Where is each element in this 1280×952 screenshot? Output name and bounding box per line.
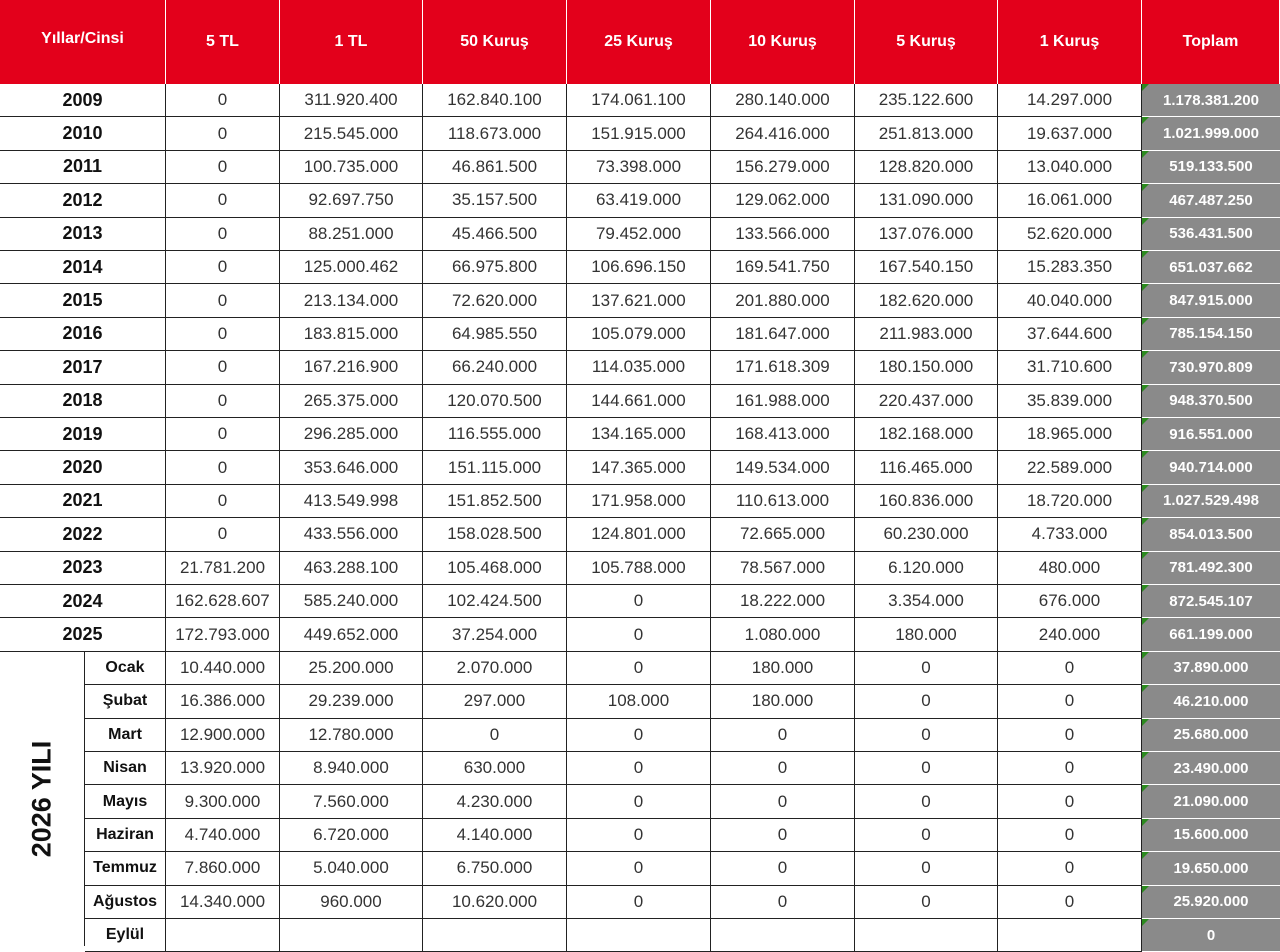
table-cell: 0 — [166, 518, 280, 551]
table-cell: 0 — [166, 184, 280, 217]
total-cell: 1.178.381.200 — [1142, 84, 1280, 117]
table-cell: 124.801.000 — [567, 518, 711, 551]
table-cell: 29.239.000 — [280, 685, 423, 718]
month-label: Ağustos — [85, 886, 166, 919]
table-cell: 0 — [567, 819, 711, 852]
total-cell: 519.133.500 — [1142, 151, 1280, 184]
table-cell: 120.070.500 — [423, 385, 567, 418]
table-cell: 0 — [423, 719, 567, 752]
table-cell: 7.560.000 — [280, 785, 423, 818]
table-cell: 137.621.000 — [567, 284, 711, 317]
table-cell: 100.735.000 — [280, 151, 423, 184]
table-cell: 131.090.000 — [855, 184, 998, 217]
table-cell: 1.080.000 — [711, 618, 855, 651]
table-cell: 156.279.000 — [711, 151, 855, 184]
month-label: Temmuz — [85, 852, 166, 885]
total-cell: 23.490.000 — [1142, 752, 1280, 785]
table-cell: 18.222.000 — [711, 585, 855, 618]
table-cell: 151.115.000 — [423, 451, 567, 484]
table-cell: 60.230.000 — [855, 518, 998, 551]
header-6: 5 Kuruş — [855, 0, 998, 84]
table-cell: 73.398.000 — [567, 151, 711, 184]
table-cell: 0 — [711, 785, 855, 818]
total-cell: 19.650.000 — [1142, 852, 1280, 885]
table-cell: 174.061.100 — [567, 84, 711, 117]
total-cell: 661.199.000 — [1142, 618, 1280, 651]
table-cell: 16.386.000 — [166, 685, 280, 718]
table-cell: 18.965.000 — [998, 418, 1142, 451]
table-cell: 0 — [166, 151, 280, 184]
table-cell: 0 — [567, 785, 711, 818]
total-cell: 0 — [1142, 919, 1280, 952]
table-cell: 129.062.000 — [711, 184, 855, 217]
header-8: Toplam — [1142, 0, 1280, 84]
table-cell: 169.541.750 — [711, 251, 855, 284]
total-cell: 781.492.300 — [1142, 552, 1280, 585]
table-cell: 296.285.000 — [280, 418, 423, 451]
table-cell: 240.000 — [998, 618, 1142, 651]
table-cell: 0 — [166, 84, 280, 117]
table-cell: 14.297.000 — [998, 84, 1142, 117]
total-cell: 46.210.000 — [1142, 685, 1280, 718]
table-cell: 0 — [166, 318, 280, 351]
table-cell: 21.781.200 — [166, 552, 280, 585]
table-cell: 105.788.000 — [567, 552, 711, 585]
table-cell: 235.122.600 — [855, 84, 998, 117]
table-cell: 182.168.000 — [855, 418, 998, 451]
table-cell: 0 — [855, 785, 998, 818]
table-cell: 133.566.000 — [711, 218, 855, 251]
table-cell: 4.140.000 — [423, 819, 567, 852]
table-cell: 180.000 — [711, 685, 855, 718]
table-cell: 171.618.309 — [711, 351, 855, 384]
table-cell: 280.140.000 — [711, 84, 855, 117]
table-cell: 6.720.000 — [280, 819, 423, 852]
table-cell — [711, 919, 855, 952]
table-cell: 167.540.150 — [855, 251, 998, 284]
table-cell: 4.733.000 — [998, 518, 1142, 551]
table-cell: 13.040.000 — [998, 151, 1142, 184]
table-cell: 0 — [855, 886, 998, 919]
table-cell: 168.413.000 — [711, 418, 855, 451]
year-2026-label: 2026 YILI — [26, 740, 57, 858]
table-cell: 160.836.000 — [855, 485, 998, 518]
total-cell: 916.551.000 — [1142, 418, 1280, 451]
table-cell: 19.637.000 — [998, 117, 1142, 150]
month-label: Şubat — [85, 685, 166, 718]
table-cell: 353.646.000 — [280, 451, 423, 484]
table-cell — [567, 919, 711, 952]
table-cell: 449.652.000 — [280, 618, 423, 651]
table-cell: 105.079.000 — [567, 318, 711, 351]
year-label: 2010 — [0, 117, 166, 150]
table-cell: 0 — [567, 886, 711, 919]
table-cell: 220.437.000 — [855, 385, 998, 418]
table-cell: 22.589.000 — [998, 451, 1142, 484]
year-label: 2017 — [0, 351, 166, 384]
table-cell: 110.613.000 — [711, 485, 855, 518]
table-cell: 180.150.000 — [855, 351, 998, 384]
month-label: Mayıs — [85, 785, 166, 818]
table-cell: 413.549.998 — [280, 485, 423, 518]
table-cell: 162.840.100 — [423, 84, 567, 117]
table-cell: 88.251.000 — [280, 218, 423, 251]
table-cell: 125.000.462 — [280, 251, 423, 284]
table-cell: 18.720.000 — [998, 485, 1142, 518]
table-cell: 118.673.000 — [423, 117, 567, 150]
table-cell: 0 — [711, 852, 855, 885]
table-cell: 37.254.000 — [423, 618, 567, 651]
total-cell: 15.600.000 — [1142, 819, 1280, 852]
table-cell: 630.000 — [423, 752, 567, 785]
table-cell: 147.365.000 — [567, 451, 711, 484]
table-cell: 45.466.500 — [423, 218, 567, 251]
table-cell: 116.555.000 — [423, 418, 567, 451]
year-label: 2013 — [0, 218, 166, 251]
table-cell: 108.000 — [567, 685, 711, 718]
table-cell: 10.620.000 — [423, 886, 567, 919]
table-cell: 0 — [711, 752, 855, 785]
table-cell: 0 — [567, 652, 711, 685]
table-cell: 12.780.000 — [280, 719, 423, 752]
table-cell: 63.419.000 — [567, 184, 711, 217]
year-label: 2019 — [0, 418, 166, 451]
table-cell: 106.696.150 — [567, 251, 711, 284]
table-cell: 0 — [166, 218, 280, 251]
table-cell: 46.861.500 — [423, 151, 567, 184]
total-cell: 21.090.000 — [1142, 785, 1280, 818]
table-cell: 4.230.000 — [423, 785, 567, 818]
table-cell: 0 — [166, 251, 280, 284]
month-label: Haziran — [85, 819, 166, 852]
table-cell: 0 — [166, 485, 280, 518]
table-cell: 6.750.000 — [423, 852, 567, 885]
table-cell: 0 — [166, 117, 280, 150]
table-cell: 161.988.000 — [711, 385, 855, 418]
table-cell: 0 — [998, 852, 1142, 885]
table-cell: 960.000 — [280, 886, 423, 919]
table-cell: 40.040.000 — [998, 284, 1142, 317]
table-cell: 0 — [166, 418, 280, 451]
table-cell: 0 — [711, 719, 855, 752]
table-cell: 180.000 — [855, 618, 998, 651]
month-label: Mart — [85, 719, 166, 752]
table-cell: 0 — [855, 752, 998, 785]
table-cell: 25.200.000 — [280, 652, 423, 685]
year-label: 2021 — [0, 485, 166, 518]
header-0: Yıllar/Cinsi — [0, 0, 166, 84]
year-label: 2015 — [0, 284, 166, 317]
table-cell: 137.076.000 — [855, 218, 998, 251]
year-label: 2025 — [0, 618, 166, 651]
total-cell: 1.027.529.498 — [1142, 485, 1280, 518]
year-label: 2009 — [0, 84, 166, 117]
table-cell: 79.452.000 — [567, 218, 711, 251]
table-cell: 0 — [998, 819, 1142, 852]
table-cell: 7.860.000 — [166, 852, 280, 885]
table-cell: 31.710.600 — [998, 351, 1142, 384]
total-cell: 948.370.500 — [1142, 385, 1280, 418]
total-cell: 872.545.107 — [1142, 585, 1280, 618]
year-label: 2018 — [0, 385, 166, 418]
year-label: 2023 — [0, 552, 166, 585]
table-cell: 92.697.750 — [280, 184, 423, 217]
table-cell: 0 — [711, 819, 855, 852]
table-cell: 0 — [855, 819, 998, 852]
table-cell: 182.620.000 — [855, 284, 998, 317]
year-label: 2014 — [0, 251, 166, 284]
table-cell: 6.120.000 — [855, 552, 998, 585]
total-cell: 785.154.150 — [1142, 318, 1280, 351]
table-cell: 12.900.000 — [166, 719, 280, 752]
table-cell: 0 — [855, 685, 998, 718]
table-cell: 0 — [567, 852, 711, 885]
year-label: 2016 — [0, 318, 166, 351]
table-cell — [998, 919, 1142, 952]
total-cell: 1.021.999.000 — [1142, 117, 1280, 150]
table-cell: 158.028.500 — [423, 518, 567, 551]
table-cell: 37.644.600 — [998, 318, 1142, 351]
table-cell: 66.240.000 — [423, 351, 567, 384]
table-cell: 114.035.000 — [567, 351, 711, 384]
table-cell: 171.958.000 — [567, 485, 711, 518]
month-label: Ocak — [85, 652, 166, 685]
table-cell: 78.567.000 — [711, 552, 855, 585]
table-cell: 116.465.000 — [855, 451, 998, 484]
table-cell: 35.157.500 — [423, 184, 567, 217]
table-cell: 102.424.500 — [423, 585, 567, 618]
table-cell: 0 — [998, 685, 1142, 718]
total-cell: 940.714.000 — [1142, 451, 1280, 484]
header-4: 25 Kuruş — [567, 0, 711, 84]
table-cell: 211.983.000 — [855, 318, 998, 351]
table-cell: 10.440.000 — [166, 652, 280, 685]
table-cell: 265.375.000 — [280, 385, 423, 418]
table-cell: 0 — [855, 652, 998, 685]
table-cell: 128.820.000 — [855, 151, 998, 184]
table-cell: 0 — [567, 719, 711, 752]
table-cell: 183.815.000 — [280, 318, 423, 351]
header-1: 5 TL — [166, 0, 280, 84]
year-label: 2011 — [0, 151, 166, 184]
table-cell: 72.620.000 — [423, 284, 567, 317]
table-cell: 463.288.100 — [280, 552, 423, 585]
table-cell: 0 — [166, 385, 280, 418]
year-label: 2024 — [0, 585, 166, 618]
table-cell: 0 — [166, 351, 280, 384]
table-cell: 676.000 — [998, 585, 1142, 618]
table-cell: 52.620.000 — [998, 218, 1142, 251]
total-cell: 847.915.000 — [1142, 284, 1280, 317]
header-7: 1 Kuruş — [998, 0, 1142, 84]
header-5: 10 Kuruş — [711, 0, 855, 84]
table-cell — [855, 919, 998, 952]
table-cell: 0 — [998, 719, 1142, 752]
table-cell: 5.040.000 — [280, 852, 423, 885]
table-cell: 8.940.000 — [280, 752, 423, 785]
total-cell: 536.431.500 — [1142, 218, 1280, 251]
table-cell: 151.915.000 — [567, 117, 711, 150]
table-cell: 15.283.350 — [998, 251, 1142, 284]
table-cell: 297.000 — [423, 685, 567, 718]
table-cell — [423, 919, 567, 952]
table-cell: 162.628.607 — [166, 585, 280, 618]
table-cell: 0 — [166, 284, 280, 317]
total-cell: 25.920.000 — [1142, 886, 1280, 919]
table-cell: 66.975.800 — [423, 251, 567, 284]
table-cell: 151.852.500 — [423, 485, 567, 518]
table-cell: 433.556.000 — [280, 518, 423, 551]
table-cell: 0 — [998, 652, 1142, 685]
table-cell: 64.985.550 — [423, 318, 567, 351]
table-cell: 213.134.000 — [280, 284, 423, 317]
table-cell: 0 — [855, 719, 998, 752]
total-cell: 25.680.000 — [1142, 719, 1280, 752]
table-cell: 0 — [567, 585, 711, 618]
total-cell: 730.970.809 — [1142, 351, 1280, 384]
table-cell: 0 — [998, 886, 1142, 919]
table-cell: 480.000 — [998, 552, 1142, 585]
table-cell: 0 — [998, 785, 1142, 818]
table-cell: 149.534.000 — [711, 451, 855, 484]
table-cell: 311.920.400 — [280, 84, 423, 117]
table-cell: 0 — [998, 752, 1142, 785]
table-cell: 585.240.000 — [280, 585, 423, 618]
table-cell: 72.665.000 — [711, 518, 855, 551]
table-cell: 105.468.000 — [423, 552, 567, 585]
total-cell: 467.487.250 — [1142, 184, 1280, 217]
table-cell: 4.740.000 — [166, 819, 280, 852]
table-cell: 0 — [567, 752, 711, 785]
total-cell: 37.890.000 — [1142, 652, 1280, 685]
table-cell: 0 — [567, 618, 711, 651]
table-cell: 167.216.900 — [280, 351, 423, 384]
table-cell: 215.545.000 — [280, 117, 423, 150]
table-cell — [280, 919, 423, 952]
table-cell: 264.416.000 — [711, 117, 855, 150]
table-cell: 181.647.000 — [711, 318, 855, 351]
year-label: 2012 — [0, 184, 166, 217]
table-cell: 0 — [711, 886, 855, 919]
header-2: 1 TL — [280, 0, 423, 84]
table-cell: 2.070.000 — [423, 652, 567, 685]
table-cell: 201.880.000 — [711, 284, 855, 317]
table-cell: 16.061.000 — [998, 184, 1142, 217]
table-cell: 9.300.000 — [166, 785, 280, 818]
table-cell: 0 — [166, 451, 280, 484]
total-cell: 651.037.662 — [1142, 251, 1280, 284]
year-2026-group — [0, 652, 85, 946]
table-cell: 3.354.000 — [855, 585, 998, 618]
month-label: Eylül — [85, 919, 166, 952]
month-label: Nisan — [85, 752, 166, 785]
table-cell: 13.920.000 — [166, 752, 280, 785]
table-cell — [166, 919, 280, 952]
total-cell: 854.013.500 — [1142, 518, 1280, 551]
table-cell: 172.793.000 — [166, 618, 280, 651]
table-cell: 251.813.000 — [855, 117, 998, 150]
table-cell: 134.165.000 — [567, 418, 711, 451]
table-cell: 0 — [855, 852, 998, 885]
year-label: 2022 — [0, 518, 166, 551]
table-cell: 35.839.000 — [998, 385, 1142, 418]
table-cell: 14.340.000 — [166, 886, 280, 919]
year-label: 2020 — [0, 451, 166, 484]
table-cell: 144.661.000 — [567, 385, 711, 418]
table-cell: 180.000 — [711, 652, 855, 685]
header-3: 50 Kuruş — [423, 0, 567, 84]
